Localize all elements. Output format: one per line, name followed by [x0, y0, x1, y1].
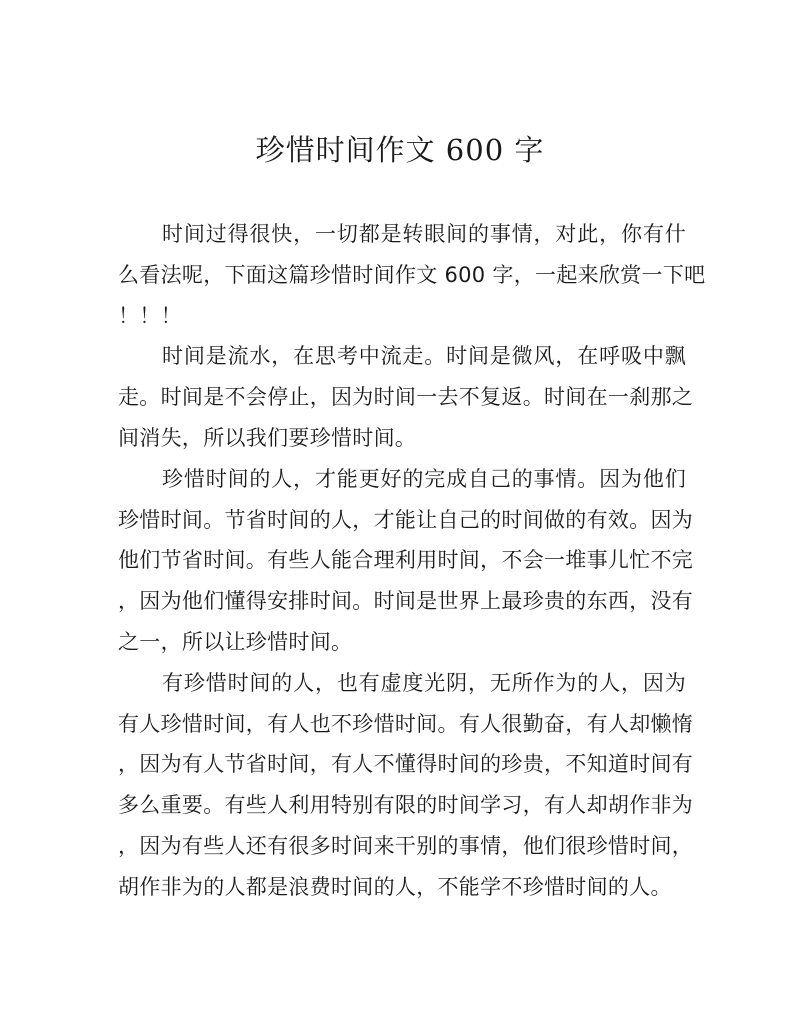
paragraph-1-line-3: ！！！ — [118, 303, 182, 328]
document-body — [118, 214, 706, 908]
paragraph-1-line-2: 么看法呢，下面这篇珍惜时间作文 600 字，一起来欣赏一下吧 — [118, 262, 706, 287]
paragraph-4-line-6: 胡作非为的人都是浪费时间的人，不能学不珍惜时间的人。 — [118, 874, 672, 899]
paragraph-3-line-3: 他们节省时间。有些人能合理利用时间，不会一堆事儿忙不完 — [118, 548, 694, 573]
paragraph-2-line-2: 走。时间是不会停止，因为时间一去不复返。时间在一刹那之 — [118, 385, 694, 410]
paragraph-3-line-5: 之一，所以让珍惜时间。 — [118, 629, 353, 654]
document-title: 珍惜时间作文 600 字 — [255, 133, 545, 167]
paragraph-4-line-3: ，因为有人节省时间，有人不懂得时间的珍贵，不知道时间有 — [118, 752, 694, 777]
paragraph-4-line-1: 有珍惜时间的人，也有虚度光阴，无所作为的人，因为 — [162, 670, 686, 695]
paragraph-3-line-4: ，因为他们懂得安排时间。时间是世界上最珍贵的东西，没有 — [118, 589, 694, 614]
paragraph-4-line-2: 有人珍惜时间，有人也不珍惜时间。有人很勤奋，有人却懒惰 — [118, 711, 694, 736]
paragraph-3-line-1: 珍惜时间的人，才能更好的完成自己的事情。因为他们 — [162, 466, 686, 491]
paragraph-2-line-3: 间消失，所以我们要珍惜时间。 — [118, 425, 417, 450]
paragraph-4-line-4: 多么重要。有些人利用特别有限的时间学习，有人却胡作非为 — [118, 793, 694, 818]
paragraph-2-line-1: 时间是流水，在思考中流走。时间是微风，在呼吸中飘 — [162, 344, 686, 369]
paragraph-1-line-1: 时间过得很快，一切都是转眼间的事情，对此，你有什 — [162, 222, 686, 246]
paragraph-3-line-2: 珍惜时间。节省时间的人，才能让自己的时间做的有效。因为 — [118, 507, 694, 532]
paragraph-4-line-5: ，因为有些人还有很多时间来干别的事情，他们很珍惜时间， — [118, 833, 694, 858]
